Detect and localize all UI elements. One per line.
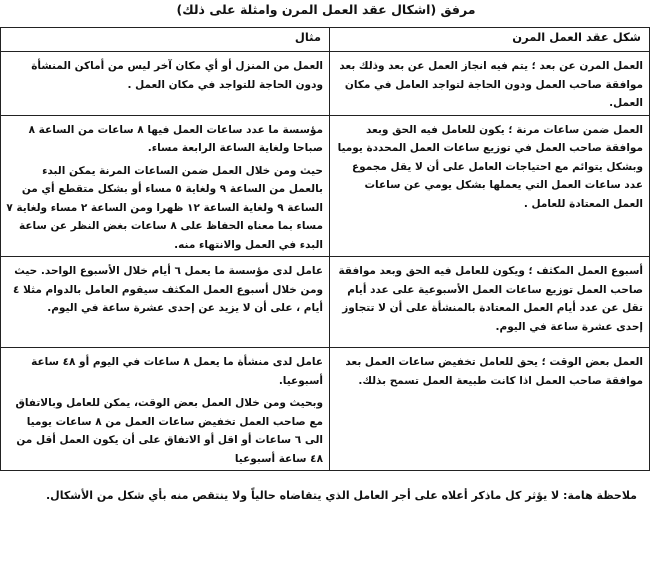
- flexible-work-table: [0, 27, 650, 471]
- cell-shape-part-time: العمل بعض الوقت ؛ يحق للعامل تخفيض ساعات العمل بعد موافقة صاحب العمل اذا كانت طبيعة العمل تسمح بذلك.: [330, 348, 650, 471]
- example-paragraph: العمل من المنزل أو أي مكان آخر ليس من أماكن المنشأة ودون الحاجة للتواجد في مكان العمل .: [31, 60, 323, 91]
- example-paragraph: عامل لدى مؤسسة ما يعمل ٦ أيام خلال الأسبوع الواحد. حيث ومن خلال أسبوع العمل المكثف سيقوم العامل بالدوام مثلا ٤ أيام ، على أن لا يزيد عن إحدى عشرة ساعة في اليوم.: [13, 265, 323, 314]
- example-paragraph: مؤسسة ما عدد ساعات العمل فيها ٨ ساعات من الساعة ٨ صباحا ولغاية الساعة الرابعة مساء.: [28, 123, 323, 154]
- header-example: مثال: [1, 28, 330, 52]
- header-shape: شكل عقد العمل المرن: [330, 28, 650, 52]
- table-row: [1, 348, 650, 471]
- page-title: مرفق (اشكال عقد العمل المرن وامثلة على ذلك): [176, 2, 476, 17]
- table-row: [1, 52, 650, 116]
- important-note: ملاحظة هامة: لا يؤثر كل ماذكر أعلاه على أجر العامل الذي يتقاضاه حالياً ولا ينتقص منه بأي شكل من الأشكال.: [46, 489, 637, 502]
- cell-example-compressed-week: [1, 257, 330, 348]
- cell-shape-flexible-hours: العمل ضمن ساعات مرنة ؛ يكون للعامل فيه الحق وبعد موافقة صاحب العمل في توزيع ساعات العمل المحددة يوميا وبشكل يتوائم مع احتياجات العامل على أن لا يقل مجموع عدد ساعات العمل التي يعملها بشكل يومي عن ساعات العمل المعتادة للعامل .: [330, 115, 650, 257]
- cell-example-flexible-hours: [1, 115, 330, 257]
- table-row: [1, 115, 650, 257]
- cell-shape-compressed-week: أسبوع العمل المكثف ؛ ويكون للعامل فيه الحق وبعد موافقة صاحب العمل توزيع ساعات العمل الأسبوعية على عدد أيام تقل عن عدد أيام العمل المعتادة بالمنشأة على أن لا تتجاوز إحدى عشرة ساعة في اليوم.: [330, 257, 650, 348]
- cell-example-part-time: [1, 348, 330, 471]
- example-paragraph: عامل لدى منشأة ما يعمل ٨ ساعات في اليوم أو ٤٨ ساعة أسبوعيا.: [31, 356, 323, 387]
- cell-example-remote-work: [1, 52, 330, 116]
- example-paragraph: حيث ومن خلال العمل ضمن الساعات المرنة يمكن البدء بالعمل من الساعة ٩ ولغاية ٥ مساء أو بشكل متقطع أي من الساعة ٩ ولغاية الساعة ١٢ ظهرا ومن الساعة ٢ مساء ولغاية ٧ مساء بما معناه الحفاظ على ٨ ساعات بغض النظر عن ساعة البدء في العمل والانتهاء منه.: [6, 164, 323, 251]
- cell-shape-remote-work: العمل المرن عن بعد ؛ يتم فيه انجاز العمل عن بعد وذلك بعد موافقة صاحب العمل ودون الحاجة لتواجد العامل في مكان العمل.: [330, 52, 650, 116]
- table-header-row: [1, 28, 650, 52]
- table-row: [1, 257, 650, 348]
- example-paragraph: وبحيث ومن خلال العمل بعض الوقت، يمكن للعامل وبالاتفاق مع صاحب العمل تخفيض ساعات العمل من ٨ ساعات يوميا الى ٦ ساعات أو اقل أو الاتفاق على أن يكون العمل أقل من ٤٨ ساعة أسبوعيا: [15, 397, 323, 465]
